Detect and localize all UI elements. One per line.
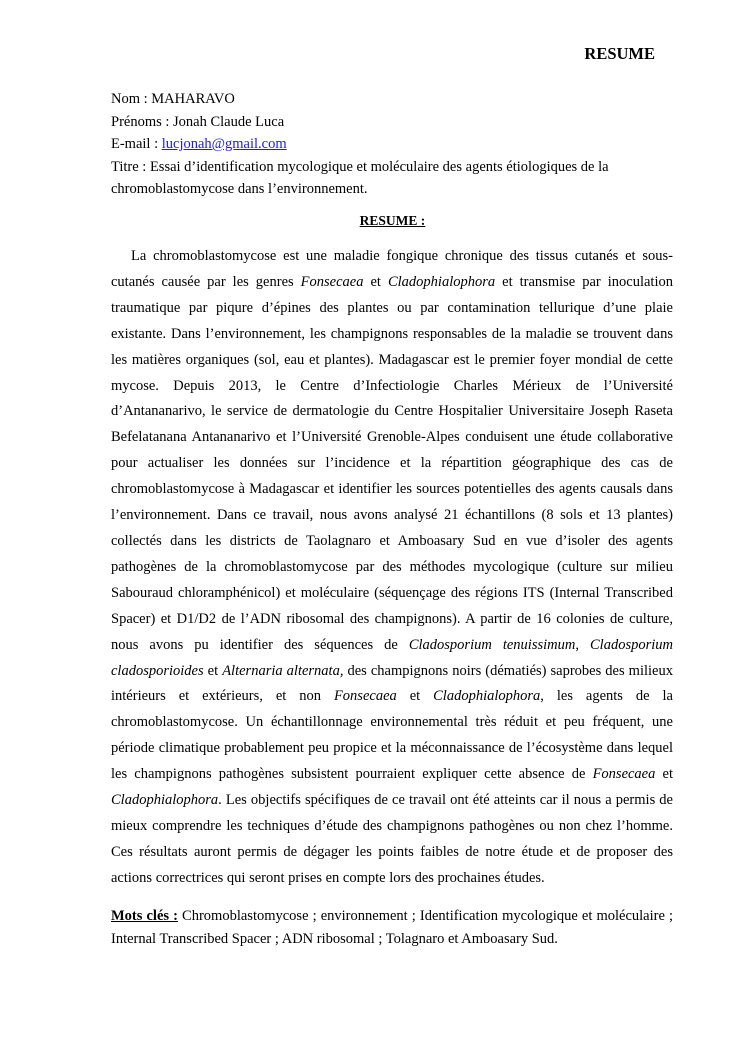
abstract-text: et transmise par inoculation traumatique par piqure d’épines des plantes ou par contamination tellurique d’une plaie existante. Dans l’environnement, les champignons responsables de la maladie se trouvent dans les matières organiques (sol, eau et plantes). Madagascar est le premier foyer mondial de cette mycose. Depuis 2013, le Centre d’Infectiologie Charles Mérieux de l’Université d’Antananarivo, le service de dermatologie du Centre Hospitalier Universitaire Joseph Raseta Befelatanana Antananarivo et l’Université Grenoble-Alpes conduisent une étude collaborative pour actualiser les données sur l’incidence et la répartition géographique des cas de chromoblastomycose à Madagascar et identifier les sources potentielles des agents causals dans l’environnement. Dans ce travail, nous avons analysé 21 échantillons (8 sols et 13 plantes) collectés dans les districts de Taolagnaro et Amboasary Sud en vue d’isoler des agents pathogènes de la chromoblastomycose par des méthodes mycologique (culture sur milieu Sabouraud chloramphénicol) et moléculaire (séquençage des régions ITS (Internal Transcribed Spacer) et D1/D2 de l’ADN ribosomal des champignons). A partir de 16 colonies de culture, nous avons pu identifier des séquences de bbox=[111, 273, 673, 653]
abstract-text: et bbox=[396, 688, 434, 705]
titre-label: Titre : bbox=[111, 158, 147, 175]
genus-name: Cladophialophora bbox=[433, 688, 541, 705]
abstract-text: . Les objectifs spécifiques de ce travail ont été atteints car il nous a permis de mieux comprendre les techniques d’étude des champignons pathogènes ou non chez l’homme. Ces résultats auront permis de dégager les points faibles de notre étude et de proposer des actions correctrices qui seront prises en compte lors des prochaines études. bbox=[111, 792, 673, 886]
author-info-block bbox=[111, 88, 673, 201]
abstract-text: La chromoblastomycose est une maladie fongique chronique des tissus cutanés et sous-cutanés causée par les genres bbox=[111, 248, 673, 290]
resume-section-heading: RESUME : bbox=[359, 213, 426, 228]
genus-name: Cladophialophora bbox=[387, 273, 496, 290]
nom-label: Nom : bbox=[111, 91, 148, 107]
genus-name: Fonsecaea bbox=[333, 688, 397, 705]
prenoms-value: Jonah Claude Luca bbox=[173, 113, 285, 130]
species-name: Cladosporium cladosporioides bbox=[111, 636, 673, 679]
keywords-label: Mots clés : bbox=[111, 908, 178, 924]
email-line bbox=[111, 133, 673, 156]
abstract-paragraph bbox=[111, 244, 673, 892]
titre-line bbox=[111, 156, 673, 201]
titre-value: Essai d’identification mycologique et moléculaire des agents étiologiques de la chromoblastomycose dans l’environnement. bbox=[111, 158, 609, 197]
abstract-text: et bbox=[655, 766, 673, 783]
email-label: E-mail : bbox=[111, 136, 159, 152]
genus-name: Fonsecaea bbox=[300, 273, 364, 290]
abstract-text: , les agents de la chromoblastomycose. Un échantillonnage environnemental très réduit et peu fréquent, une période climatique probablement peu propice et la méconnaissance de l’écosystème dans lequel les champignons pathogènes subsistent pourraient expliquer cette absence de bbox=[111, 688, 673, 783]
keywords-text: Chromoblastomycose ; environnement ; Identification mycologique et moléculaire ; Internal Transcribed Spacer ; ADN ribosomal ; Tolagnaro et Amboasary Sud. bbox=[111, 908, 674, 947]
species-name: Alternaria alternata, bbox=[222, 662, 344, 679]
abstract-text: et bbox=[363, 273, 388, 290]
species-name: Cladosporium tenuissimum bbox=[408, 636, 576, 653]
prenoms-label: Prénoms : bbox=[111, 113, 170, 130]
genus-name: Fonsecaea bbox=[592, 766, 656, 783]
abstract-text: des champignons noirs (dématiés) saprobes des milieux intérieurs et extérieurs, et non bbox=[111, 662, 673, 705]
keywords-paragraph bbox=[111, 905, 673, 951]
abstract-text: et bbox=[203, 662, 223, 679]
nom-line bbox=[111, 88, 673, 111]
email-link[interactable]: lucjonah@gmail.com bbox=[161, 136, 287, 152]
page-header-title: RESUME bbox=[584, 44, 655, 63]
abstract-text: , bbox=[575, 636, 590, 653]
prenoms-line bbox=[111, 111, 673, 134]
nom-value: MAHARAVO bbox=[151, 91, 235, 107]
genus-name: Cladophialophora bbox=[111, 792, 219, 809]
